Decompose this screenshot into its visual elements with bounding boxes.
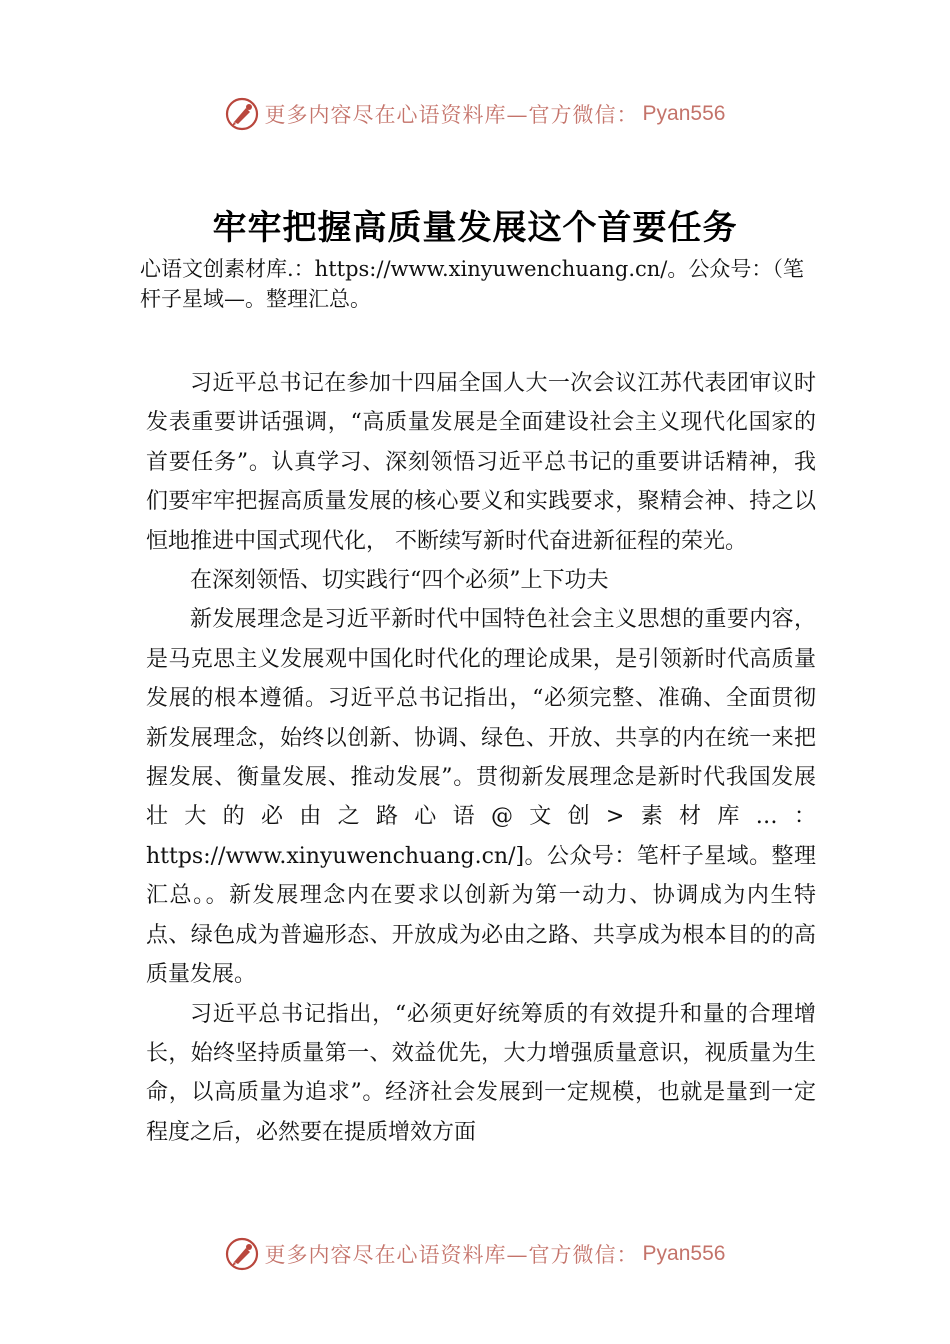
pen-logo-icon [225, 1237, 259, 1271]
document-title: 牢牢把握高质量发展这个首要任务 [212, 208, 738, 248]
article-body [146, 364, 816, 1152]
footer-watermark-banner [0, 1232, 950, 1276]
banner-wechat-id: Pyan556 [642, 102, 726, 125]
section-heading: 在深刻领悟、切实践行“四个必须”上下功夫 [190, 568, 609, 594]
paragraph: 习近平总书记在参加十四届全国人大一次会议江苏代表团审议时发表重要讲话强调，“高质量发展是全面建设社会主义现代化国家的首要任务”。认真学习、深刻领悟习近平总书记的重要讲话精神，我们要牢牢把握高质量发展的核心要义和实践要求，聚精会神、持之以恒地推进中国式现代化， 不断续写新时代奋进新征程的荣光。 [146, 371, 816, 554]
header-watermark-banner [0, 92, 950, 136]
banner-text: 更多内容尽在心语资料库—官方微信： [264, 1243, 639, 1267]
pen-logo-icon [225, 97, 259, 131]
source-line: 心语文创素材库.：https://www.xinyuwenchuang.cn/。公众号：（笔杆子星域—。整理汇总。 [140, 257, 804, 311]
banner-text: 更多内容尽在心语资料库—官方微信： [264, 103, 639, 127]
paragraph: 新发展理念是习近平新时代中国特色社会主义思想的重要内容，是马克思主义发展观中国化时代化的理论成果，是引领新时代高质量发展的根本遵循。习近平总书记指出，“必须完整、准确、全面贯彻新发展理念，始终以创新、协调、绿色、开放、共享的内在统一来把握发展、衡量发展、推动发展”。贯彻新发展理念是新时代我国发展壮大的必由之路心语@文创>素材库…：https://www.xinyuwenchuang.cn/]。公众号：笔杆子星域。整理汇总。。新发展理念内在要求以创新为第一动力、协调成为内生特点、绿色成为普遍形态、开放成为必由之路、共享成为根本目的的高质量发展。 [146, 607, 816, 988]
banner-wechat-id: Pyan556 [642, 1242, 726, 1265]
paragraph: 习近平总书记指出，“必须更好统筹质的有效提升和量的合理增长，始终坚持质量第一、效益优先，大力增强质量意识，视质量为生命，以高质量为追求”。经济社会发展到一定规模，也就是量到一定程度之后，必然要在提质增效方面 [146, 1001, 816, 1145]
